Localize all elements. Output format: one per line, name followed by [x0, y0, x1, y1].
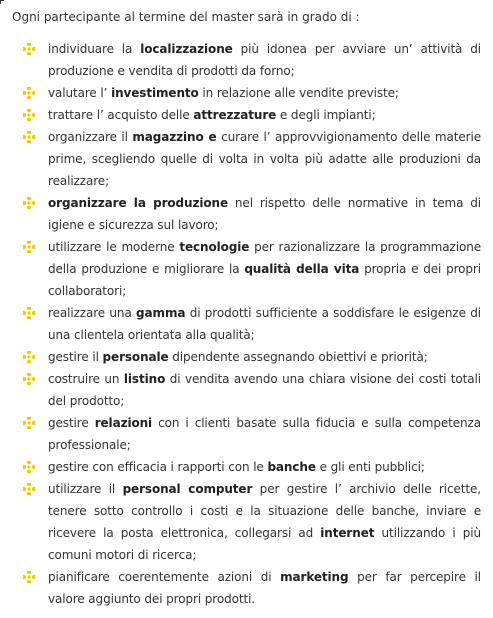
list-item	[0, 302, 493, 346]
item-text: organizzare il	[48, 130, 133, 144]
diamond-bullet-icon	[23, 197, 35, 209]
diamond-bullet-icon	[23, 131, 35, 143]
item-text: pianificare coerentemente azioni di	[48, 570, 281, 584]
keyword: investimento	[111, 86, 199, 100]
diamond-bullet-icon	[23, 43, 35, 55]
keyword: magazzino e	[132, 130, 217, 144]
item-text: di vendita avendo una chiara visione dei costi totali del prodotto;	[48, 372, 481, 408]
item-text: utilizzare il	[48, 482, 123, 496]
item-text: gestire il	[48, 350, 103, 364]
item-text: costruire un	[48, 372, 124, 386]
item-text: utilizzando i più comuni motori di ricerca;	[48, 526, 481, 562]
item-text: e gli enti pubblici;	[315, 460, 425, 474]
item-text: utilizzare le moderne	[48, 240, 180, 254]
list-item	[0, 104, 493, 126]
list-item	[0, 38, 493, 82]
item-text: curare l’ approvvigionamento delle materie prime, scegliendo quelle di volta in volta più adatte alle produzioni da realizzare;	[48, 130, 482, 188]
item-text: più idonea per avviare un’ attività di produzione e vendita di prodotti da forno;	[48, 42, 481, 78]
list-item	[0, 412, 493, 456]
keyword: personale	[102, 350, 169, 364]
list-item	[0, 566, 493, 610]
list-item	[0, 192, 493, 236]
keyword: listino	[123, 372, 166, 386]
keyword: personal computer	[122, 482, 253, 496]
keyword: tecnologie	[179, 240, 250, 254]
diamond-bullet-icon	[23, 571, 35, 583]
keyword: attrezzature	[193, 108, 277, 122]
diamond-bullet-icon	[23, 241, 35, 253]
list-item	[0, 82, 493, 104]
item-text: gestire	[48, 416, 95, 430]
diamond-bullet-icon	[23, 307, 35, 319]
item-text: con i clienti basate sulla fiducia e sulla competenza professionale;	[48, 416, 482, 452]
item-text: trattare l’ acquisto delle	[48, 108, 194, 122]
list-item	[0, 456, 493, 478]
list-item	[0, 236, 493, 302]
item-text: propria e dei propri collaboratori;	[48, 262, 481, 298]
diamond-bullet-icon	[23, 373, 35, 385]
diamond-bullet-icon	[23, 109, 35, 121]
diamond-bullet-icon	[23, 351, 35, 363]
keyword: localizzazione	[140, 42, 233, 56]
item-text: realizzare una	[48, 306, 137, 320]
item-text: gestire con efficacia i rapporti con le	[48, 460, 268, 474]
objectives-list	[0, 38, 493, 610]
corner-mark	[0, 0, 4, 4]
keyword: relazioni	[94, 416, 153, 430]
item-text: individuare la	[48, 42, 141, 56]
item-text: nel rispetto delle normative in tema di igiene e sicurezza sul lavoro;	[48, 196, 481, 232]
item-text: di prodotti sufficiente a soddisfare le esigenze di una clientela orientata alla qualità;	[48, 306, 481, 342]
list-item	[0, 478, 493, 566]
keyword: banche	[267, 460, 316, 474]
diamond-bullet-icon	[23, 461, 35, 473]
list-item	[0, 368, 493, 412]
keyword: organizzare la produzione	[48, 196, 228, 210]
intro-text: Ogni partecipante al termine del master sarà in grado di :	[12, 10, 360, 24]
item-text: e degli impianti;	[276, 108, 376, 122]
list-item	[0, 126, 493, 192]
keyword: gamma	[136, 306, 186, 320]
item-text: dipendente assegnando obiettivi e priorità;	[168, 350, 428, 364]
diamond-bullet-icon	[23, 87, 35, 99]
keyword: internet	[320, 526, 375, 540]
keyword: qualità della vita	[244, 262, 360, 276]
list-item	[0, 346, 493, 368]
item-text: valutare l’	[48, 86, 112, 100]
diamond-bullet-icon	[23, 483, 35, 495]
item-text: per razionalizzare la programmazione della produzione e migliorare la	[48, 240, 481, 276]
item-text: per gestire l’ archivio delle ricette, tenere sotto controllo i costi e la situazione delle banche, inviare e ricevere la posta elettronica, collegarsi ad	[48, 482, 481, 540]
item-text: per far percepire il valore aggiunto dei propri prodotti.	[48, 570, 481, 606]
diamond-bullet-icon	[23, 417, 35, 429]
keyword: marketing	[280, 570, 349, 584]
item-text: in relazione alle vendite previste;	[198, 86, 399, 100]
